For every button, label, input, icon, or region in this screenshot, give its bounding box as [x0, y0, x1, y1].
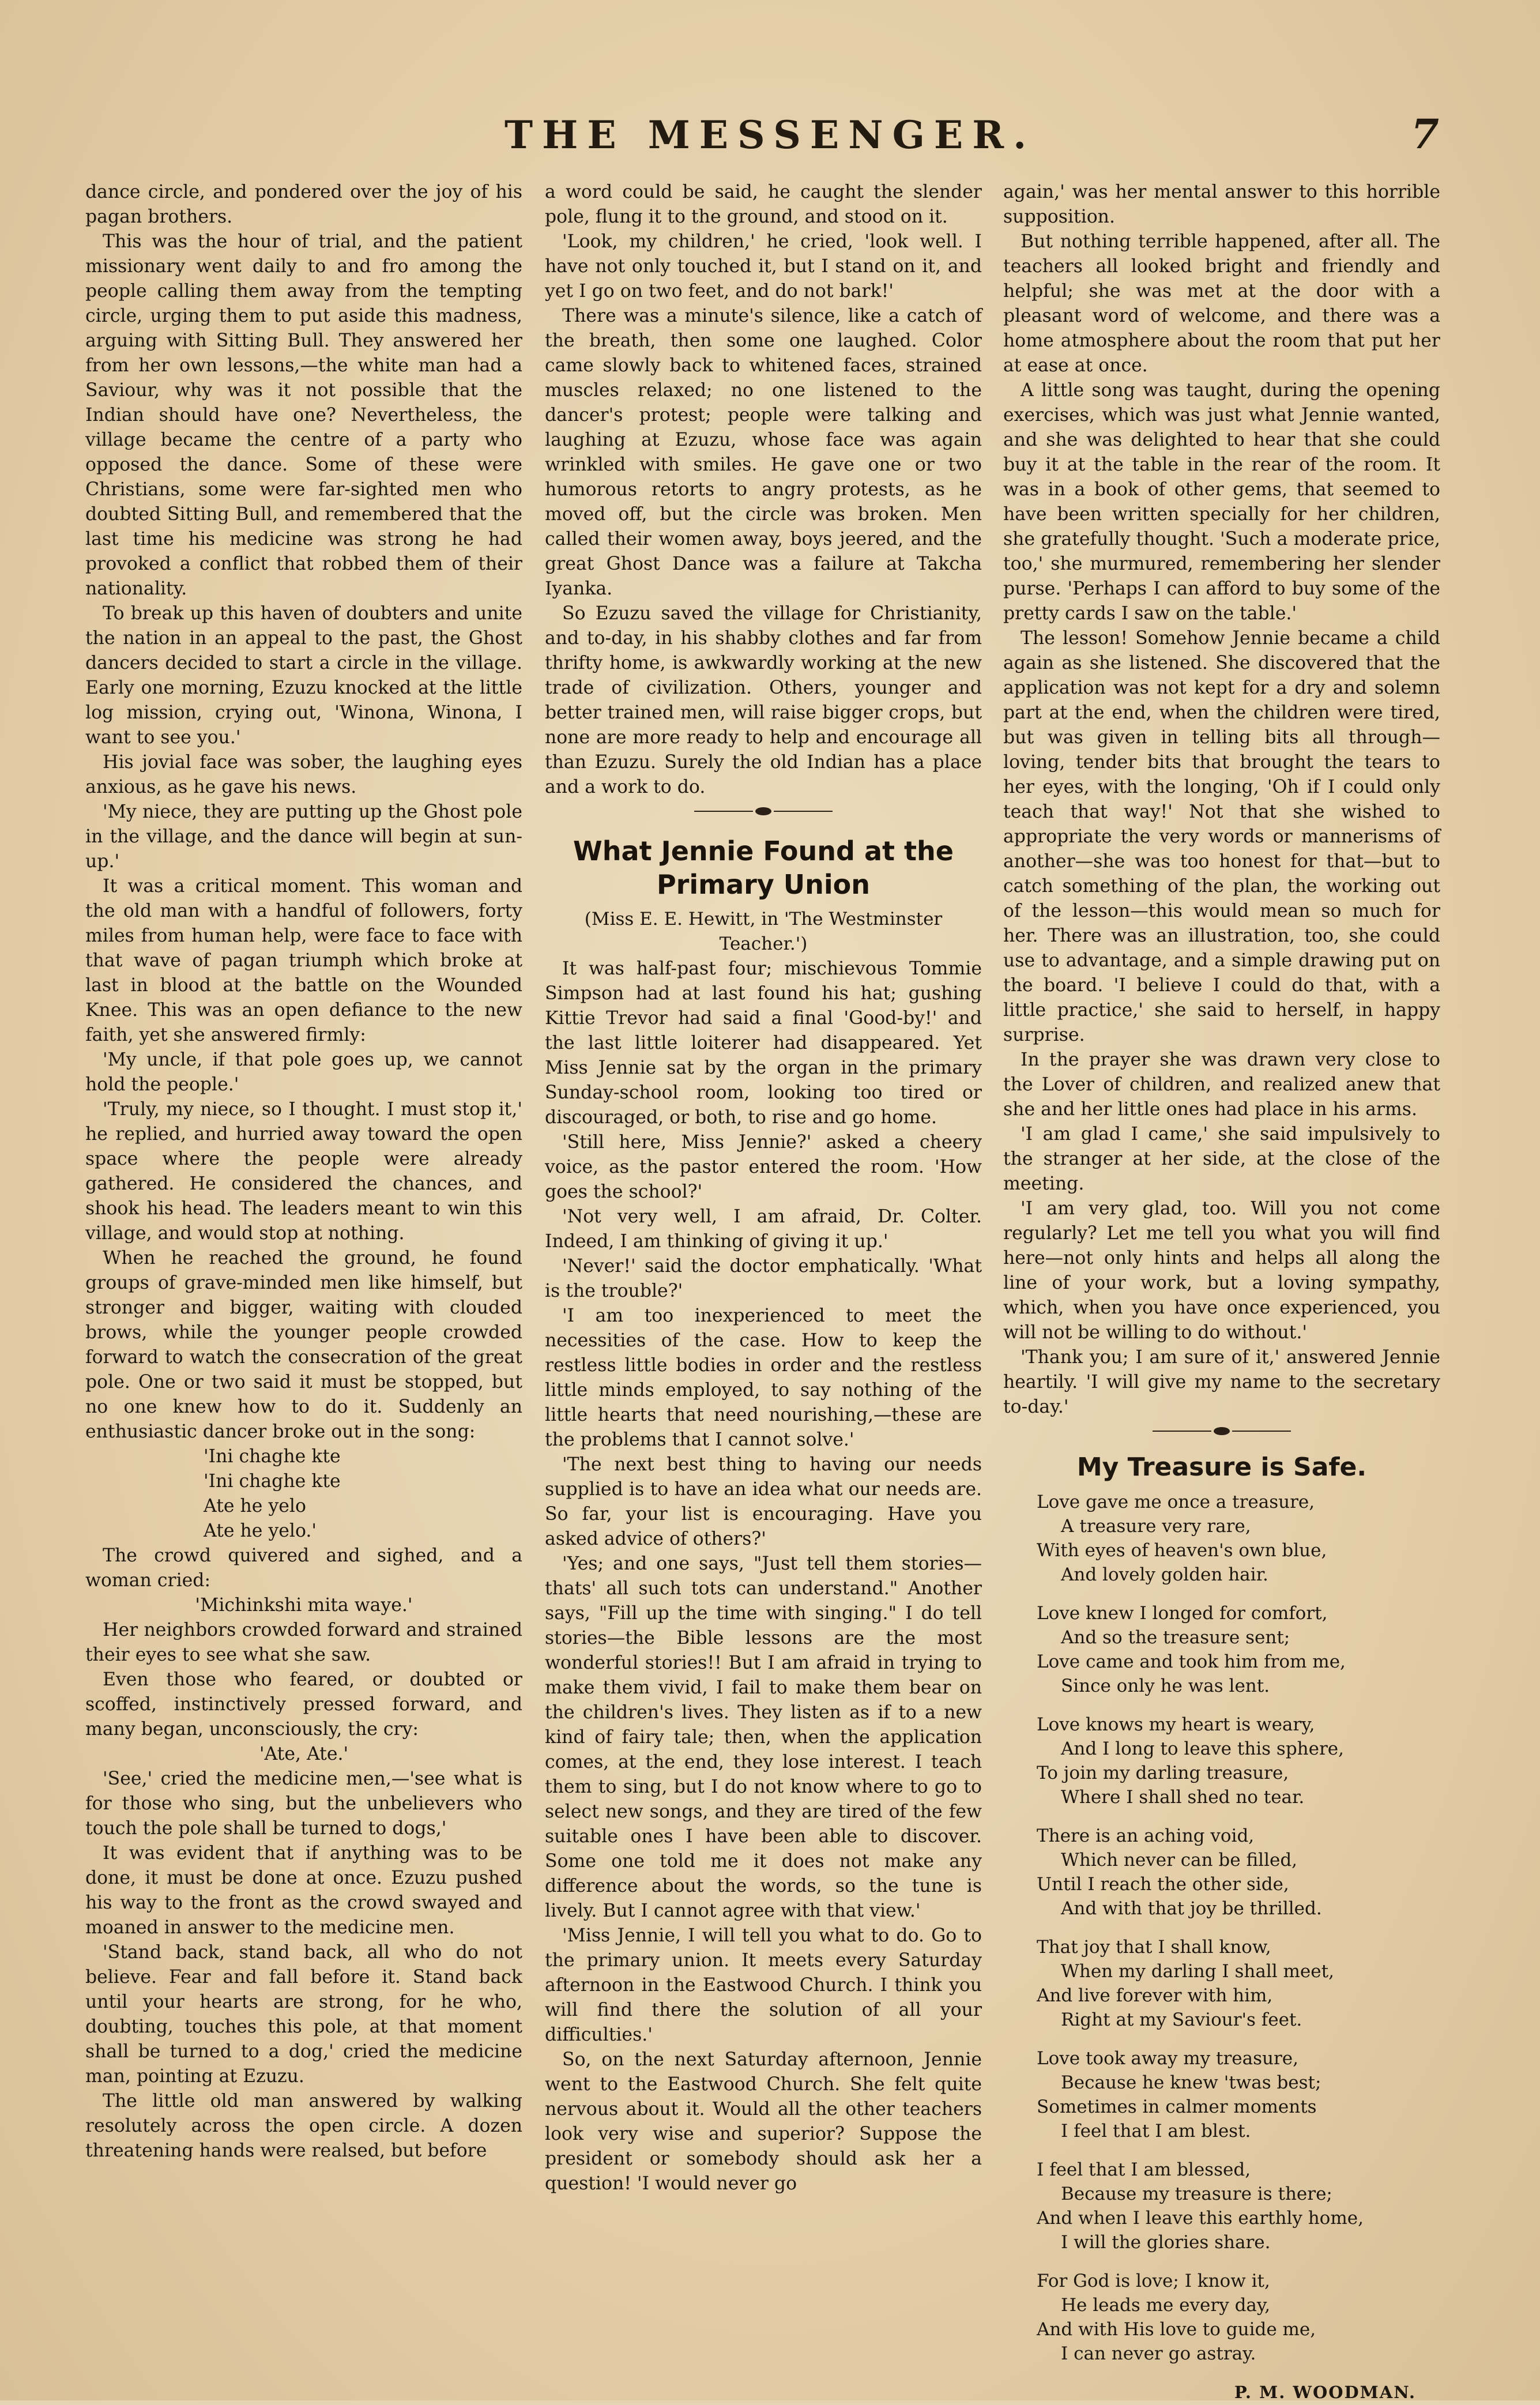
page-number: 7 — [1411, 110, 1439, 158]
paragraph: Even those who feared, or doubted or scoffed, instinctively pressed forward, and many began, unconsciously, the cry: — [85, 1669, 522, 1740]
poem-stanza — [1003, 1490, 1440, 1587]
paragraph: His jovial face was sober, the laughing eyes anxious, as he gave his news. — [85, 752, 522, 797]
paragraph: It was a critical moment. This woman and the old man with a handful of followers, forty miles from human help, were face to face with that wave of pagan triumph which broke at last in blood at the battle on the Wounded Knee. This was an open defiance to the new faith, yet she answered firmly: — [85, 876, 522, 1045]
poem-author: P. M. WOODMAN. — [1234, 2383, 1416, 2402]
poem-line: Because my treasure is there; — [1061, 2184, 1332, 2204]
paragraph: 'The next best thing to having our needs supplied is to have an idea what our needs are. So far, your list is encouraging. Have you asked advice of others?' — [545, 1454, 982, 1549]
masthead-title: THE MESSENGER. — [504, 112, 1036, 157]
poem-stanza — [1003, 2046, 1440, 2143]
page-header — [0, 112, 1540, 164]
poem-line: And I long to leave this sphere, — [1061, 1738, 1345, 1759]
poem-line: There is an aching void, — [1037, 1826, 1255, 1846]
paragraph: Her neighbors crowded forward and strained their eyes to see what she saw. — [85, 1620, 522, 1665]
paragraph: 'Still here, Miss Jennie?' asked a cheery voice, as the pastor entered the room. 'How goes the school?' — [545, 1132, 982, 1202]
paragraph: 'My niece, they are putting up the Ghost pole in the village, and the dance will begin at sun-up.' — [85, 801, 522, 872]
paragraph: dance circle, and pondered over the joy of his pagan brothers. — [85, 182, 522, 227]
poem-stanza — [1003, 1601, 1440, 1698]
article-source: (Miss E. E. Hewitt, in 'The Westminster Teacher.') — [584, 909, 943, 954]
paragraph: 'I am very glad, too. Will you not come regularly? Let me tell you what you will find here—not only hints and helps all along the line of your work, but a loving sympathy, which, when you have once experienced, you will not be willing to do without.' — [1003, 1198, 1440, 1343]
paragraph: To break up this haven of doubters and unite the nation in an appeal to the past, the Ghost dancers decided to start a circle in the village. Early one morning, Ezuzu knocked at the little log mission, crying out, 'Winona, Winona, I want to see you.' — [85, 603, 522, 748]
poem-line: And with His love to guide me, — [1037, 2319, 1316, 2340]
poem-line: Love took away my treasure, — [1037, 2048, 1299, 2069]
paragraph: A little song was taught, during the opening exercises, which was just what Jennie wanted, and she was delighted to hear that she could buy it at the table in the rear of the room. It was in a book of other gems, that seemed to have been written specially for her children, she gratefully thought. 'Such a moderate price, too,' she murmured, remembering her slender purse. 'Perhaps I can afford to buy some of the pretty cards I saw on the table.' — [1003, 380, 1440, 624]
paragraph: 'Truly, my niece, so I thought. I must stop it,' he replied, and hurried away toward the open space where the people were already gathered. He considered the chances, and shook his head. The leaders meant to win this village, and would stop at nothing. — [85, 1099, 522, 1244]
poem-line: A treasure very rare, — [1061, 1516, 1251, 1537]
paragraph: 'Never!' said the doctor emphatically. 'What is the trouble?' — [545, 1256, 982, 1301]
poem-line: Because he knew 'twas best; — [1061, 2072, 1321, 2093]
paragraph: This was the hour of trial, and the patient missionary went daily to and fro among the people calling them away from the tempting circle, urging them to put aside this madness, arguing with Sitting Bull. They answered her from her own lessons,—the white man had a Saviour, why was it not possible that the Indian should have one? Nevertheless, the village became the centre of a party who opposed the dance. Some of these were Christians, some were far-sighted men who doubted Sitting Bull, and remembered that the last time his medicine was strong he had provoked a conflict that robbed them of their nationality. — [85, 231, 522, 599]
poem-line: And so the treasure sent; — [1061, 1627, 1290, 1648]
paragraph: The crowd quivered and sighed, and a woman cried: — [85, 1545, 522, 1591]
poem-line: Sometimes in calmer moments — [1037, 2097, 1317, 2117]
paragraph: 'My uncle, if that pole goes up, we cannot hold the people.' — [85, 1049, 522, 1095]
song-line: Ate he yelo — [204, 1496, 306, 1516]
song-line: 'Ini chaghe kte — [204, 1446, 341, 1467]
paragraph: 'I am too inexperienced to meet the necessities of the case. How to keep the restless little bodies in order and the restless little minds employed, to say nothing of the little hearts that need nourishing,—these are the problems that I cannot solve.' — [545, 1305, 982, 1450]
paragraph: But nothing terrible happened, after all. The teachers all looked bright and friendly and helpful; she was met at the door with a pleasant word of welcome, and there was a home atmosphere about the room that put her at ease at once. — [1003, 231, 1440, 376]
poem-line: When my darling I shall meet, — [1061, 1961, 1334, 1982]
column-2 — [545, 180, 982, 2313]
poem-line: For God is love; I know it, — [1037, 2271, 1270, 2291]
paragraph: It was half-past four; mischievous Tommie Simpson had at last found his hat; gushing Kittie Trevor had said a final 'Good-by!' and the last little loiterer had disappeared. Yet Miss Jennie sat by the organ in the primary Sunday-school room, looking too tired or discouraged, or both, to rise and go home. — [545, 958, 982, 1128]
poem-line: Which never can be filled, — [1061, 1850, 1298, 1870]
song-line: Ate he yelo.' — [204, 1520, 317, 1541]
paragraph: 'See,' cried the medicine men,—'see what is for those who sing, but the unbelievers who touch the pole shall be turned to dogs,' — [85, 1768, 522, 1839]
poem-line: I can never go astray. — [1061, 2343, 1256, 2364]
poem-title: My Treasure is Safe. — [1076, 1452, 1367, 1482]
poem-line: With eyes of heaven's own blue, — [1037, 1540, 1327, 1561]
poem-line: And when I leave this earthly home, — [1037, 2208, 1364, 2229]
paragraph: 'I am glad I came,' she said impulsively to the stranger at her side, at the close of the meeting. — [1003, 1124, 1440, 1194]
poem-line: And with that joy be thrilled. — [1061, 1898, 1322, 1919]
section-divider — [545, 800, 982, 823]
poem-stanza — [1003, 1935, 1440, 2032]
paragraph: So Ezuzu saved the village for Christianity, and to-day, in his shabby clothes and far from thrifty home, is awkwardly working at the new trade of civilization. Others, younger and better trained men, will raise bigger crops, but none are more ready to help and encourage all than Ezuzu. Surely the old Indian has a place and a work to do. — [545, 603, 982, 797]
song-verse — [85, 1444, 522, 1544]
poem-stanza — [1003, 1713, 1440, 1809]
poem-line: I feel that I am blest. — [1061, 2121, 1251, 2141]
column-1 — [85, 180, 522, 2313]
poem-line: Where I shall shed no tear. — [1061, 1787, 1305, 1808]
poem-line: Love came and took him from me, — [1037, 1651, 1346, 1672]
poem-stanza — [1003, 1824, 1440, 1921]
poem-line: That joy that I shall know, — [1037, 1937, 1271, 1958]
poem-line: To join my darling treasure, — [1037, 1763, 1289, 1783]
paragraph: There was a minute's silence, like a catch of the breath, then some one laughed. Color came slowly back to whitened faces, strained muscles relaxed; no one listened to the dancer's protest; people were talking and laughing at Ezuzu, whose face was again wrinkled with smiles. He gave one or two humorous retorts to angry protests, as he moved off, but the circle was broken. Men called their women away, boys jeered, and the great Ghost Dance was a failure at Takcha Iyanka. — [545, 306, 982, 599]
paragraph: 'Miss Jennie, I will tell you what to do. Go to the primary union. It meets every Saturday afternoon in the Eastwood Church. I think you will find there the solution of all your difficulties.' — [545, 1925, 982, 2045]
paragraph: The lesson! Somehow Jennie became a child again as she listened. She discovered that the application was not kept for a dry and solemn part at the end, when the children were tired, but was given in telling bits all through—loving, tender bits that brought the tears to her eyes, with the longing, 'Oh if I could only teach that way!' Not that she wished to appropriate the very words or mannerisms of another—she was too honest for that—but to catch something of the plan, the working out of the lesson—this would mean so much for her. There was an illustration, too, she could use to advantage, and a simple drawing put on the board. 'I believe I could do that, with a little practice,' she said to herself, in happy surprise. — [1003, 628, 1440, 1045]
quoted-cry: 'Ate, Ate.' — [259, 1744, 349, 1764]
paragraph: It was evident that if anything was to be done, it must be done at once. Ezuzu pushed his way to the front as the crowd swayed and moaned in answer to the medicine men. — [85, 1843, 522, 1938]
song-line: 'Ini chaghe kte — [204, 1471, 341, 1492]
poem-line: And live forever with him, — [1037, 1985, 1273, 2006]
ornament-divider-icon — [1147, 1425, 1297, 1437]
poem-line: I feel that I am blessed, — [1037, 2159, 1251, 2180]
paragraph: 'Stand back, stand back, all who do not believe. Fear and fall before it. Stand back until your hearts are strong, for he who, doubting, touches this pole, at that moment shall be turned to a dog,' cried the medicine man, pointing at Ezuzu. — [85, 1942, 522, 2087]
paragraph: The little old man answered by walking resolutely across the open circle. A dozen threatening hands were realsed, but before — [85, 2091, 522, 2161]
poem-line: I will the glories share. — [1061, 2232, 1271, 2253]
paragraph: a word could be said, he caught the slender pole, flung it to the ground, and stood on it. — [545, 182, 982, 227]
article-title: What Jennie Found at the Primary Union — [573, 835, 954, 900]
paragraph: In the prayer she was drawn very close to the Lover of children, and realized anew that she and her little ones had place in his arms. — [1003, 1049, 1440, 1120]
quoted-cry: 'Michinkshi mita waye.' — [195, 1595, 413, 1616]
poem-line: Since only he was lent. — [1061, 1676, 1270, 1696]
poem-line: Love gave me once a treasure, — [1037, 1492, 1315, 1512]
paragraph: again,' was her mental answer to this horrible supposition. — [1003, 182, 1440, 227]
poem-line: Until I reach the other side, — [1037, 1874, 1289, 1895]
poem-stanza — [1003, 2269, 1440, 2366]
poem-stanza — [1003, 2158, 1440, 2255]
column-3 — [1003, 180, 1440, 2402]
paragraph: 'Look, my children,' he cried, 'look well. I have not only touched it, but I stand on it, and yet I go on two feet, and do not bark!' — [545, 231, 982, 302]
paragraph: 'Thank you; I am sure of it,' answered Jennie heartily. 'I will give my name to the secretary to-day.' — [1003, 1347, 1440, 1417]
section-divider — [1003, 1420, 1440, 1443]
poem-line: And lovely golden hair. — [1061, 1564, 1268, 1585]
paragraph: 'Yes; and one says, "Just tell them stories—thats' all such tots can understand." Another says, "Fill up the time with singing." I do tell stories—the Bible lessons are the most wonderful stories!! But I am afraid in trying to make them vivid, I fail to make them bear on the children's lives. They listen as if to a new kind of fairy tale; then, when the application comes, at the end, they lose interest. I teach them to sing, but I do not know where to go to select new songs, and they are tired of the few suitable ones I have been able to discover. Some one told me it does not make any difference about the words, so the tune is lively. But I cannot agree with that view.' — [545, 1553, 982, 1921]
poem-line: Love knows my heart is weary, — [1037, 1714, 1315, 1735]
poem-line: Right at my Saviour's feet. — [1061, 2009, 1302, 2030]
paragraph: 'Not very well, I am afraid, Dr. Colter. Indeed, I am thinking of giving it up.' — [545, 1206, 982, 1252]
ornament-divider-icon — [688, 806, 838, 817]
poem-line: He leads me every day, — [1061, 2295, 1271, 2316]
poem-line: Love knew I longed for comfort, — [1037, 1603, 1328, 1624]
paragraph: When he reached the ground, he found groups of grave-minded men like himself, but stronger and bigger, waiting with clouded brows, while the younger people crowded forward to watch the consecration of the great pole. One or two said it must be stopped, but no one knew how to do it. Suddenly an enthusiastic dancer broke out in the song: — [85, 1248, 522, 1442]
paragraph: So, on the next Saturday afternoon, Jennie went to the Eastwood Church. She felt quite nervous about it. Would all the other teachers look very wise and superior? Suppose the president or somebody should ask her a question! 'I would never go — [545, 2049, 982, 2194]
